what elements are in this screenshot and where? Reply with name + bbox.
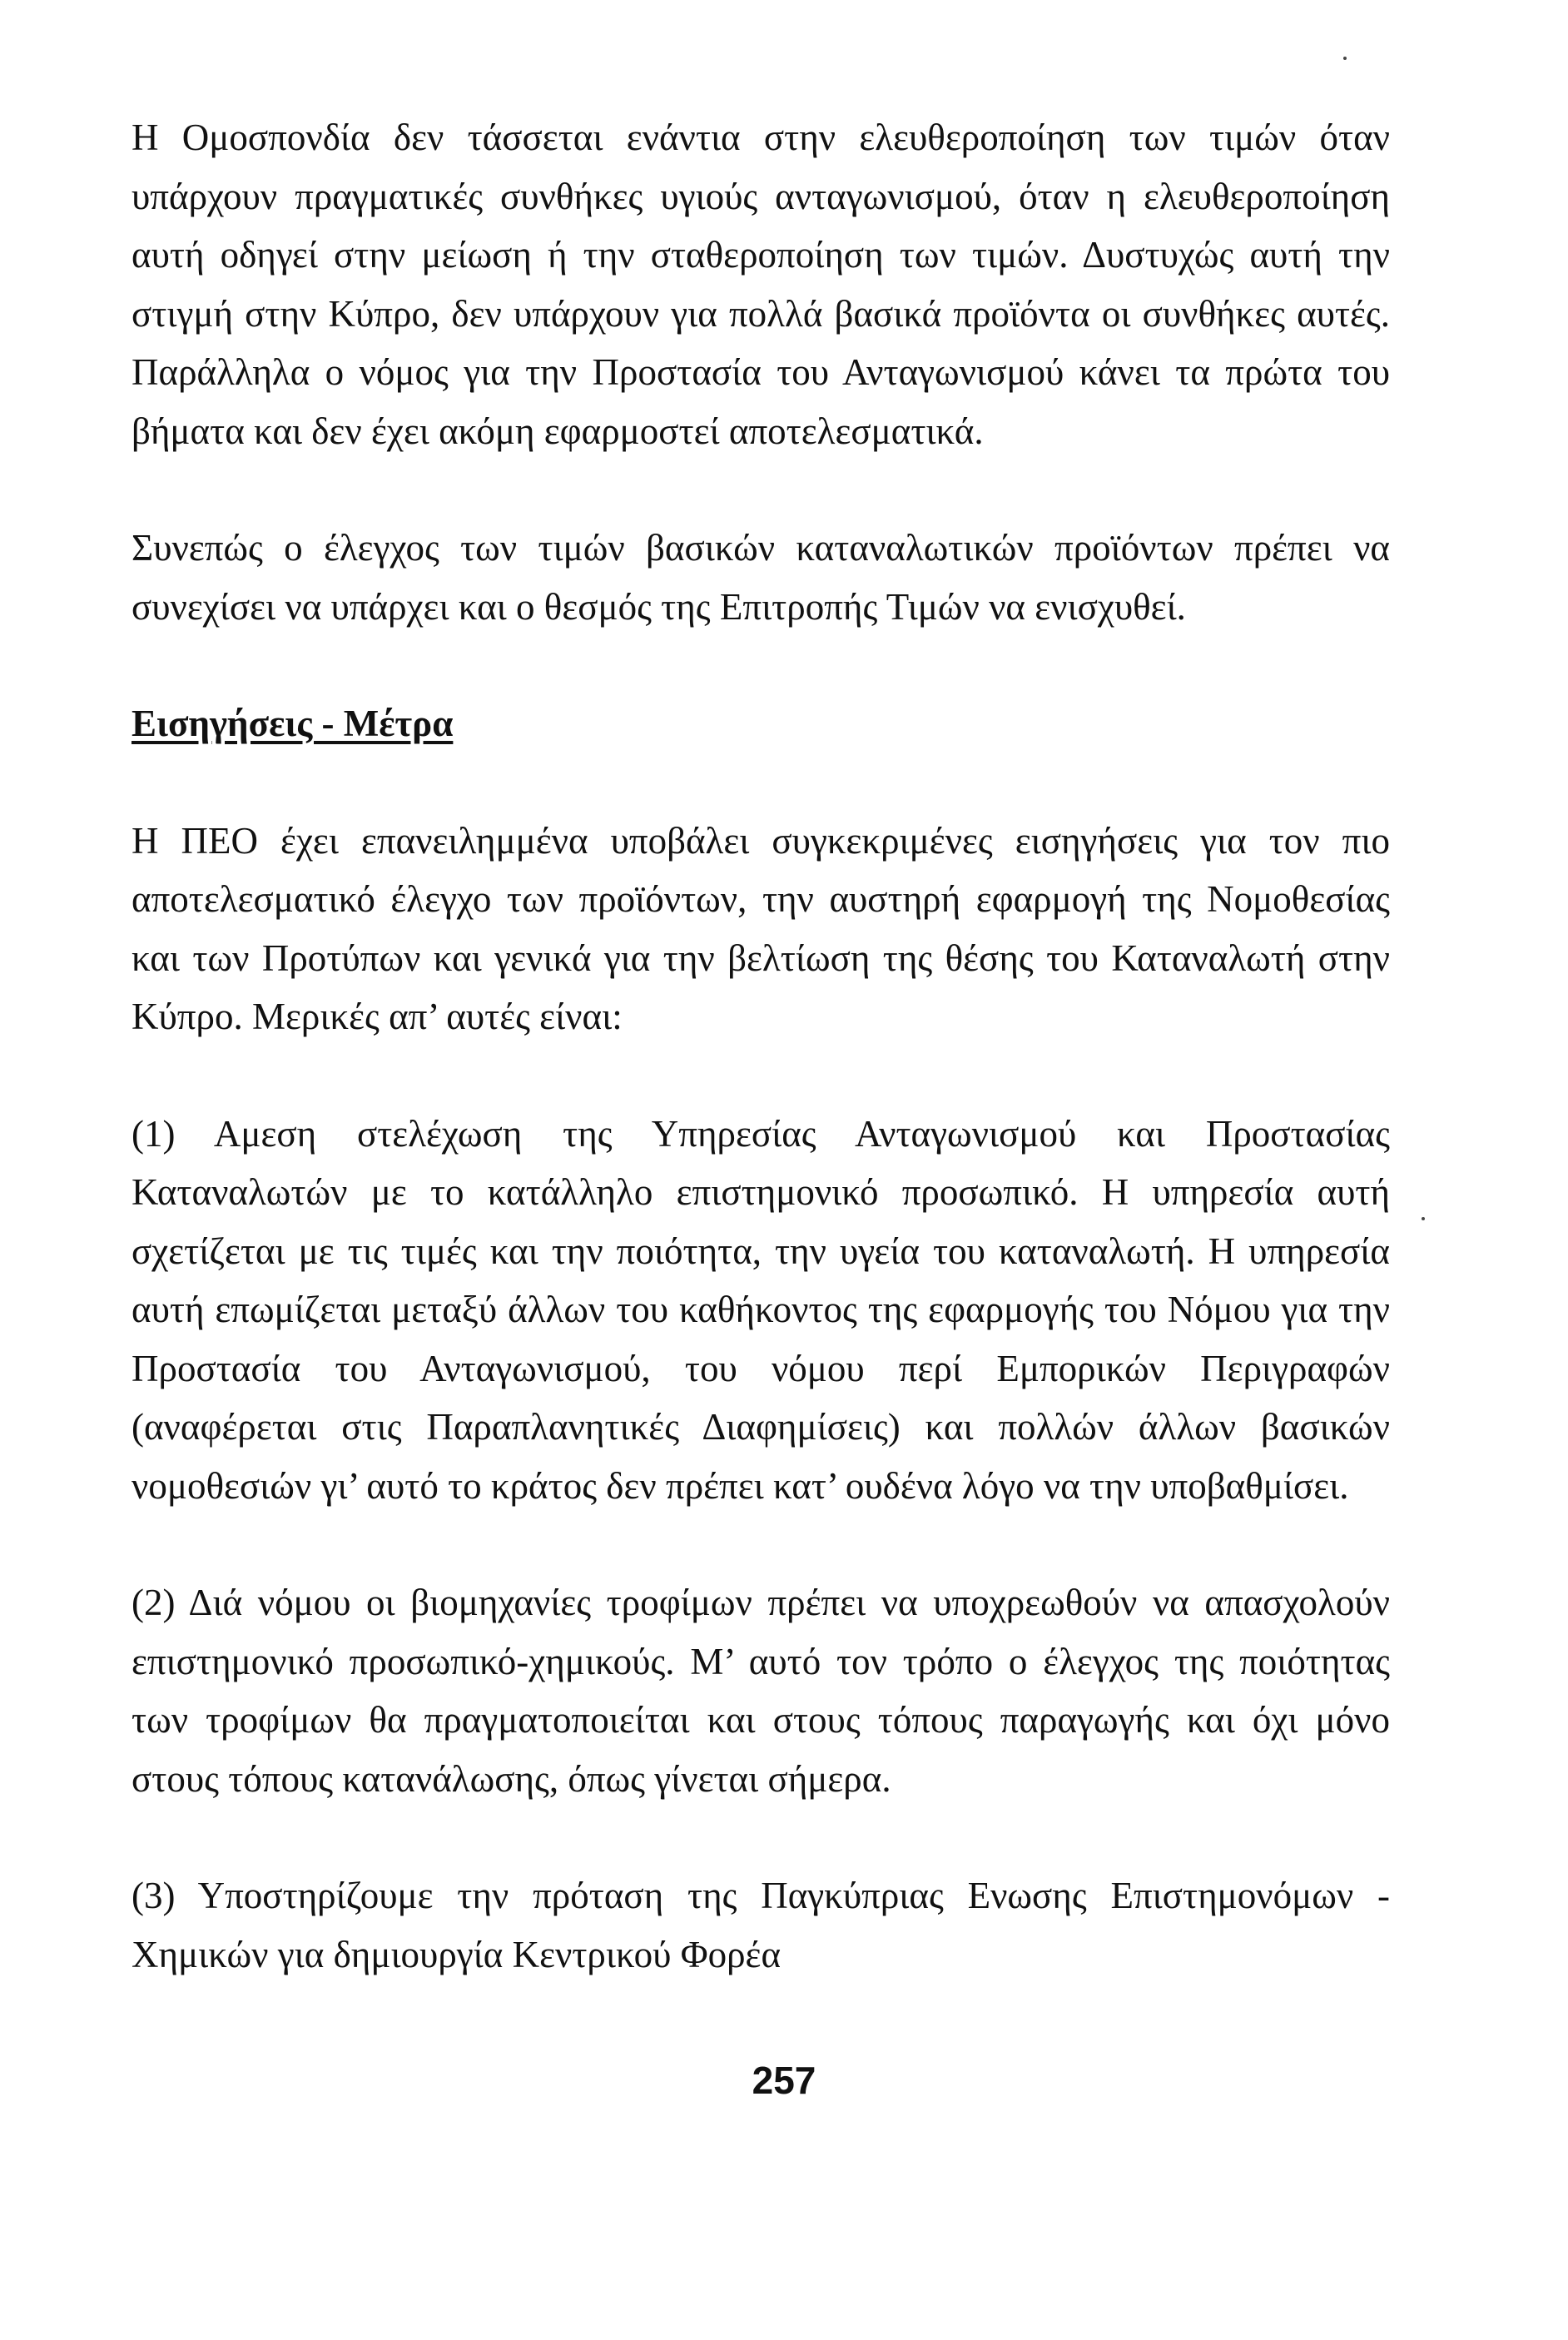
paragraph-intro: Η ΠΕΟ έχει επανειλημμένα υποβάλει συγκεκριμένες εισηγήσεις για τον πιο αποτελεσματικό έλεγχο των προϊόντων, την αυστηρή εφαρμογή της Νομοθεσίας και των Προτύπων και γενικά για την βελτίωση της θέσης του Καταναλωτή στην Κύπρο. Μερικές απ’ αυτές είναι:: [131, 819, 1390, 1037]
section-heading: Εισηγήσεις - Μέτρα: [131, 703, 454, 744]
scan-speck: [1422, 1217, 1425, 1220]
paragraph-price-control: Συνεπώς ο έλεγχος των τιμών βασικών καταναλωτικών προϊόντων πρέπει να συνεχίσει να υπάρχει και ο θεσμός της Επιτροπής Τιμών να ενισχυθεί.: [131, 527, 1390, 628]
list-item-3: (3) Υποστηρίζουμε την πρόταση της Παγκύπριας Ενωσης Επιστημονόμων - Χημικών για δημιουργία Κεντρικού Φορέα: [131, 1875, 1390, 1975]
page-number: 257: [752, 2059, 816, 2102]
scan-speck: [1343, 57, 1347, 60]
paragraph-price-liberalisation: Η Ομοσπονδία δεν τάσσεται ενάντια στην ελευθεροποίηση των τιμών όταν υπάρχουν πραγματικές συνθήκες υγιούς ανταγωνισμού, όταν η ελευθεροποίηση αυτή οδηγεί στην μείωση ή την σταθεροποίηση των τιμών. Δυστυχώς αυτή την στιγμή στην Κύπρο, δεν υπάρχουν για πολλά βασικά προϊόντα οι συνθήκες αυτές. Παράλληλα ο νόμος για την Προστασία του Ανταγωνισμού κάνει τα πρώτα του βήματα και δεν έχει ακόμη εφαρμοστεί αποτελεσματικά.: [131, 117, 1390, 452]
document-body: [131, 108, 1390, 2042]
list-item-1: (1) Αμεση στελέχωση της Υπηρεσίας Ανταγωνισμού και Προστασίας Καταναλωτών με το κατάλληλο επιστημονικό προσωπικό. Η υπηρεσία αυτή σχετίζεται με τις τιμές και την ποιότητα, την υγεία του καταναλωτή. Η υπηρεσία αυτή επωμίζεται μεταξύ άλλων του καθήκοντος της εφαρμογής του Νόμου για την Προστασία του Ανταγωνισμού, του νόμου περί Εμπορικών Περιγραφών (αναφέρεται στις Παραπλανητικές Διαφημίσεις) και πολλών άλλων βασικών νομοθεσιών γι’ αυτό το κράτος δεν πρέπει κατ’ ουδένα λόγο να την υποβαθμίσει.: [131, 1112, 1390, 1507]
list-item-2: (2) Διά νόμου οι βιομηχανίες τροφίμων πρέπει να υποχρεωθούν να απασχολούν επιστημονικό προσωπικό-χημικούς. Μ’ αυτό τον τρόπο ο έλεγχος της ποιότητας των τροφίμων θα πραγματοποιείται και στους τόπους παραγωγής και όχι μόνο στους τόπους κατανάλωσης, όπως γίνεται σήμερα.: [131, 1582, 1390, 1800]
